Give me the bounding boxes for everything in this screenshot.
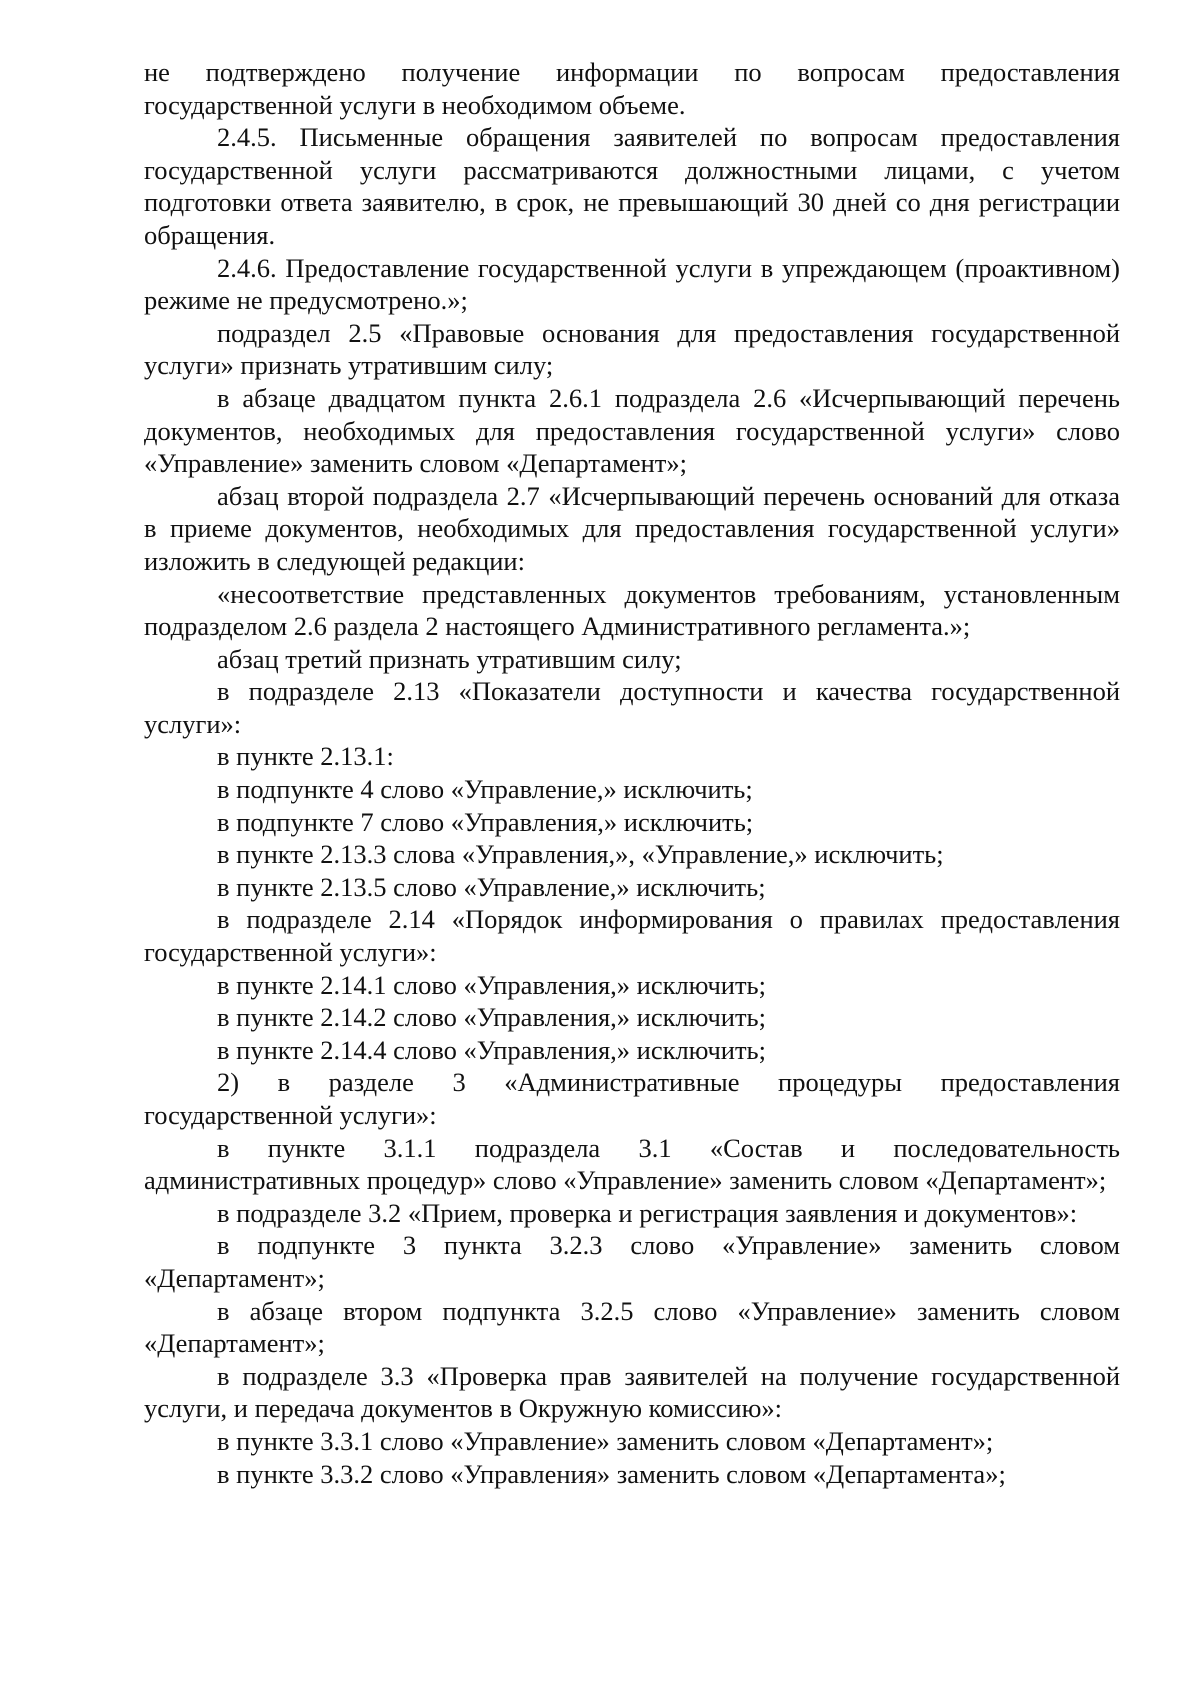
paragraph: в пункте 2.14.4 слово «Управления,» исключить; — [217, 1034, 767, 1065]
paragraph: абзац третий признать утратившим силу; — [217, 643, 682, 674]
paragraph: 2.4.5. Письменные обращения заявителей по вопросам предоставления государственной услуги рассматриваются должностными лицами, с учетом подготовки ответа заявителю, в срок, не превышающий 30 дней со дня регистрации обращения. — [144, 122, 1120, 250]
paragraph: в пункте 2.14.2 слово «Управления,» исключить; — [217, 1002, 767, 1033]
paragraph: в пункте 3.3.1 слово «Управление» заменить словом «Департамент»; — [217, 1425, 994, 1456]
document-page — [144, 56, 1120, 1490]
paragraph: 2) в разделе 3 «Административные процедуры предоставления государственной услуги»: — [144, 1067, 1120, 1130]
paragraph: в пункте 2.13.1: — [217, 741, 394, 772]
paragraph: в подпункте 7 слово «Управления,» исключить; — [217, 806, 754, 837]
paragraph: в пункте 2.14.1 слово «Управления,» исключить; — [217, 969, 767, 1000]
paragraph: в подразделе 3.3 «Проверка прав заявителей на получение государственной услуги, и передача документов в Окружную комиссию»: — [144, 1360, 1120, 1424]
paragraph: в абзаце втором подпункта 3.2.5 слово «Управление» заменить словом «Департамент»; — [144, 1295, 1120, 1359]
paragraph: «несоответствие представленных документов требованиям, установленным подразделом 2.6 раздела 2 настоящего Административного регламента.»; — [144, 578, 1120, 642]
paragraph: подраздел 2.5 «Правовые основания для предоставления государственной услуги» признать утратившим силу; — [144, 317, 1120, 381]
paragraph: не подтверждено получение информации по вопросам предоставления государственной услуги в необходимом объеме. — [144, 57, 1120, 120]
paragraph: в пункте 2.13.3 слова «Управления,», «Управление,» исключить; — [217, 839, 944, 870]
paragraph: в пункте 3.3.2 слово «Управления» заменить словом «Департамента»; — [217, 1458, 1006, 1489]
paragraph: в подпункте 3 пункта 3.2.3 слово «Управление» заменить словом «Департамент»; — [144, 1230, 1120, 1293]
paragraph: в абзаце двадцатом пункта 2.6.1 подраздела 2.6 «Исчерпывающий перечень документов, необходимых для предоставления государственной услуги» слово «Управление» заменить словом «Департамент»; — [144, 382, 1120, 479]
paragraph: в подразделе 2.14 «Порядок информирования о правилах предоставления государственной услуги»: — [144, 904, 1120, 968]
paragraph: в пункте 2.13.5 слово «Управление,» исключить; — [217, 871, 766, 902]
paragraph: в подразделе 3.2 «Прием, проверка и регистрация заявления и документов»: — [217, 1197, 1078, 1228]
paragraph: в подпункте 4 слово «Управление,» исключить; — [217, 774, 753, 805]
paragraph: 2.4.6. Предоставление государственной услуги в упреждающем (проактивном) режиме не предусмотрено.»; — [144, 252, 1120, 316]
paragraph: в пункте 3.1.1 подраздела 3.1 «Состав и последовательность административных процедур» слово «Управление» заменить словом «Департамент»; — [144, 1132, 1120, 1196]
paragraph: в подразделе 2.13 «Показатели доступности и качества государственной услуги»: — [144, 676, 1120, 739]
paragraph: абзац второй подраздела 2.7 «Исчерпывающий перечень оснований для отказа в приеме документов, необходимых для предоставления государственной услуги» изложить в следующей редакции: — [144, 480, 1120, 576]
